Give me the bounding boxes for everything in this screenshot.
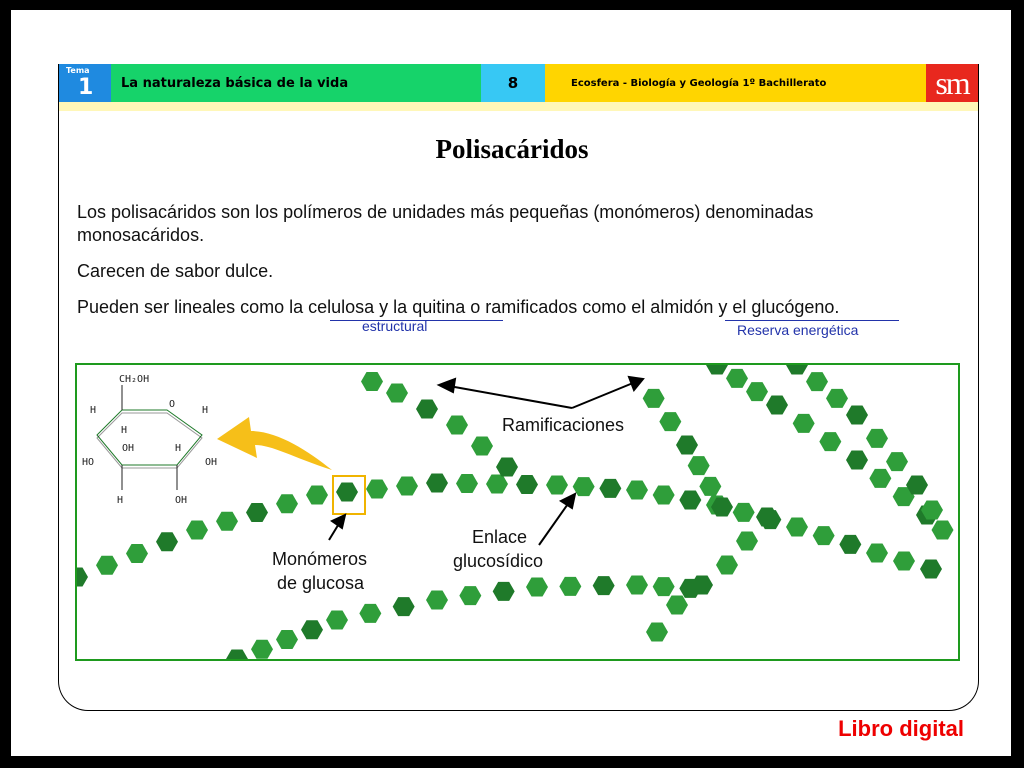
glucose-bead: [793, 414, 815, 433]
glucose-molecule-icon: [82, 374, 217, 506]
glucose-bead: [306, 486, 328, 505]
glucose-bead: [666, 596, 688, 615]
polysaccharide-diagram: [75, 363, 960, 661]
glucose-bead: [336, 483, 358, 502]
label-monomers-1: Monómeros: [272, 549, 368, 569]
glucose-bead: [96, 556, 118, 575]
mol-ho: HO: [82, 457, 95, 468]
glucose-bead: [679, 491, 701, 510]
label-monomers-2: de glucosa: [277, 573, 365, 593]
glucose-bead: [706, 365, 728, 375]
mol-h-inner-right: H: [175, 443, 182, 454]
glucose-bead: [126, 544, 148, 563]
glucose-bead: [646, 623, 668, 642]
glucose-bead: [746, 382, 768, 401]
glucose-bead: [736, 532, 758, 551]
glucose-bead: [276, 494, 298, 513]
label-branches: Ramificaciones: [502, 415, 625, 435]
book-title: Ecosfera - Biología y Geología 1º Bachillerato: [545, 64, 926, 102]
glucose-bead: [688, 456, 710, 475]
label-arrows: [329, 377, 643, 545]
glucose-bead: [846, 451, 868, 470]
glucose-bead: [426, 474, 448, 493]
glucose-bead: [396, 477, 418, 496]
glucose-bead: [626, 576, 648, 595]
glucose-bead: [676, 436, 698, 455]
mol-ch2oh: CH₂OH: [119, 374, 150, 385]
glucose-bead: [156, 532, 178, 551]
label-bond-1: Enlace: [472, 527, 528, 547]
glucose-bead: [869, 469, 891, 488]
tema-number: 1: [78, 75, 94, 100]
glucose-bead: [226, 650, 248, 660]
mol-h-bottom: H: [117, 495, 124, 506]
glucose-bead: [246, 503, 268, 522]
glucose-bead: [920, 560, 942, 579]
header-bar: [59, 64, 978, 102]
glucose-bead: [839, 535, 861, 554]
glucose-bead: [416, 400, 438, 419]
tema-label: Tema: [66, 66, 90, 75]
label-bond-2: glucosídico: [453, 551, 544, 571]
glucose-bead: [786, 365, 808, 375]
glucose-bead: [216, 512, 238, 531]
glucose-bead: [866, 429, 888, 448]
glucose-bead: [932, 521, 954, 540]
diagram-canvas: [77, 365, 958, 659]
paragraph-definition: Los polisacáridos son los polímeros de unidades más pequeñas (monómeros) denominadas monosacáridos.: [77, 202, 814, 245]
glucose-bead: [77, 568, 88, 587]
glucose-bead: [393, 597, 415, 616]
glucose-bead: [186, 521, 208, 540]
mol-h-left: H: [90, 405, 97, 416]
mol-h-inner-left: H: [121, 425, 128, 436]
glucose-bead: [893, 552, 915, 571]
mol-oh-bottom: OH: [175, 495, 188, 506]
glucose-bead: [716, 556, 738, 575]
sm-logo: sm: [926, 64, 978, 102]
note-structural: estructural: [362, 318, 428, 334]
glucose-bead: [559, 577, 581, 596]
glucose-bead: [866, 544, 888, 563]
mol-o: O: [169, 399, 176, 410]
glucose-bead: [733, 503, 755, 522]
glucose-bead: [599, 479, 621, 498]
glucose-bead: [471, 437, 493, 456]
glucose-bead: [593, 576, 615, 595]
glucose-bead: [486, 475, 508, 494]
glucose-bead: [446, 416, 468, 435]
glucose-bead: [359, 604, 381, 623]
glucose-chains: [77, 365, 954, 659]
glucose-bead: [366, 480, 388, 499]
glucose-bead: [526, 578, 548, 597]
paragraph-taste: Carecen de sabor dulce.: [77, 261, 274, 281]
energy-underline: [725, 320, 899, 321]
page-title: Polisacáridos: [435, 134, 589, 164]
header-strip: [59, 102, 978, 111]
glucose-bead: [846, 406, 868, 425]
glucose-bead: [326, 611, 348, 630]
note-energy: Reserva energética: [737, 322, 859, 338]
mol-oh-inner: OH: [122, 443, 135, 454]
glucose-bead: [766, 396, 788, 415]
tema-badge: [59, 64, 111, 102]
glucose-bead: [643, 389, 665, 408]
glucose-bead: [806, 372, 828, 391]
glucose-bead: [813, 526, 835, 545]
glucose-bead: [426, 591, 448, 610]
glucose-bead: [301, 620, 323, 639]
glucose-bead: [276, 630, 298, 649]
glucose-bead: [251, 640, 273, 659]
glucose-bead: [826, 389, 848, 408]
glucose-bead: [659, 412, 681, 431]
glucose-bead: [786, 518, 808, 537]
glucose-bead: [653, 486, 675, 505]
glucose-bead: [361, 372, 383, 391]
highlight-arrow-icon: [217, 417, 332, 470]
glucose-bead: [516, 475, 538, 494]
mol-h-right: H: [202, 405, 209, 416]
glucose-bead: [546, 476, 568, 495]
glucose-bead: [456, 474, 478, 493]
glucose-bead: [653, 577, 675, 596]
digital-book-link[interactable]: Libro digital: [838, 716, 964, 741]
glucose-bead: [386, 384, 408, 403]
paragraph-types: Pueden ser lineales como la celulosa y la quitina o ramificados como el almidón y el glucógeno.: [77, 297, 840, 317]
glucose-bead: [496, 458, 518, 477]
glucose-bead: [493, 582, 515, 601]
mol-oh-right: OH: [205, 457, 218, 468]
glucose-bead: [699, 477, 721, 496]
glucose-bead: [726, 369, 748, 388]
unit-title: La naturaleza básica de la vida: [111, 64, 481, 102]
glucose-bead: [886, 452, 908, 471]
glucose-bead: [819, 432, 841, 451]
glucose-bead: [459, 586, 481, 605]
page-number: 8: [481, 64, 545, 102]
glucose-bead: [626, 481, 648, 500]
